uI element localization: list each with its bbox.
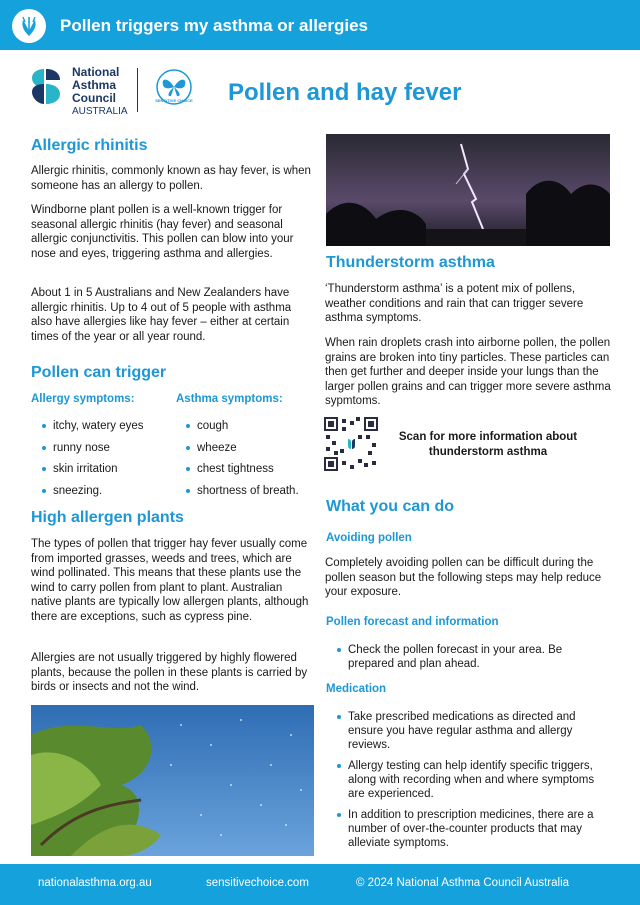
allergic-rhinitis-p3: About 1 in 5 Australians and New Zealanders have allergic rhinitis. Up to 4 out of 5 people with asthma also have allergies like hay fever – either at certain times of the year or all year round. [31,287,292,343]
qr-caption: Scan for more information about thunderstorm asthma [398,431,578,458]
what-you-can-do-heading: What you can do [326,498,454,515]
footer-copyright: © 2024 National Asthma Council Australia [356,877,570,889]
medication-list [336,710,608,857]
page-title: Pollen and hay fever [228,79,462,106]
avoiding-pollen-heading: Avoiding pollen [326,532,412,544]
list-item: runny nose [41,441,171,463]
allergy-symptoms-label: Allergy symptoms: [31,393,135,405]
list-item: itchy, watery eyes [41,419,171,441]
logo-divider [137,68,138,112]
thunderstorm-photo [326,134,610,246]
high-allergen-p1: The types of pollen that trigger hay fever usually come from imported grasses, weeds and trees, which are wind pollinated. This means that these plants use the wind to carry pollen from plant to plant. Australian native plants are typically low allergen plants, although there are exceptions, such as cypress pine. [31,538,309,623]
allergic-rhinitis-heading: Allergic rhinitis [31,137,148,154]
allergy-symptoms-list [41,419,171,505]
allergic-rhinitis-p2: Windborne plant pollen is a well-known trigger for seasonal allergic rhinitis (hay fever) and seasonal allergic conjunctivitis. This pollen can blow into your nose and eyes, triggering asthma and allergies. [31,204,294,260]
nac-logo-icon [30,68,66,106]
list-item: cough [185,419,315,441]
list-item: skin irritation [41,462,171,484]
banner-title: Pollen triggers my asthma or allergies [60,16,369,35]
medication-heading: Medication [326,683,387,695]
footer-link-nac[interactable]: nationalasthma.org.au [38,877,152,889]
asthma-symptoms-list [185,419,315,505]
brand-line3: Council [72,91,116,105]
thunderstorm-p1: ‘Thunderstorm asthma’ is a potent mix of pollens, weather conditions and rain that can trigger severe asthma symptoms. [325,283,584,325]
brand-line1: National [72,65,120,79]
svg-text:SENSITIVE CHOICE: SENSITIVE CHOICE [155,98,193,103]
thunderstorm-heading: Thunderstorm asthma [326,254,495,271]
high-allergen-heading: High allergen plants [31,509,184,526]
brand-line4: AUSTRALIA [72,106,128,117]
sensitive-choice-logo [154,69,194,111]
list-item: wheeze [185,441,315,463]
pollen-tree-photo [31,705,314,856]
list-item: chest tightness [185,462,315,484]
list-item: shortness of breath. [185,484,315,506]
brand-line2: Asthma [72,78,117,92]
list-item: Allergy testing can help identify specific triggers, along with recording when and where symptoms are experienced. [336,759,608,801]
avoiding-pollen-p: Completely avoiding pollen can be difficult during the pollen season but the following steps may help reduce your exposure. [325,557,602,599]
pollen-trigger-heading: Pollen can trigger [31,364,167,381]
footer [0,864,640,905]
pollen-forecast-list [336,643,608,678]
thunderstorm-p2: When rain droplets crash into airborne pollen, the pollen grains are broken into tiny particles. These particles can then get further and deeper inside your lungs than the larger pollen grains and can trigger more severe asthma sypmtoms. [325,337,611,408]
list-item: In addition to prescription medicines, there are a number of over-the-counter products that may alleviate symptoms. [336,808,608,850]
asthma-symptoms-label: Asthma symptoms: [176,393,283,405]
list-item: sneezing. [41,484,171,506]
allergic-rhinitis-p1: Allergic rhinitis, commonly known as hay fever, is when someone has an allergy to pollen. [31,165,311,192]
high-allergen-p2: Allergies are not usually triggered by highly flowered plants, because the pollen in these plants is carried by birds or insects and not the wind. [31,652,308,694]
top-banner [0,0,640,50]
qr-code[interactable] [324,417,378,471]
list-item: Check the pollen forecast in your area. Be prepared and plan ahead. [336,643,608,671]
pollen-forecast-heading: Pollen forecast and information [326,616,499,628]
list-item: Take prescribed medications as directed and ensure you have regular asthma and allergy reviews. [336,710,608,752]
logo-icon [12,9,46,43]
footer-link-sensitivechoice[interactable]: sensitivechoice.com [206,877,309,889]
